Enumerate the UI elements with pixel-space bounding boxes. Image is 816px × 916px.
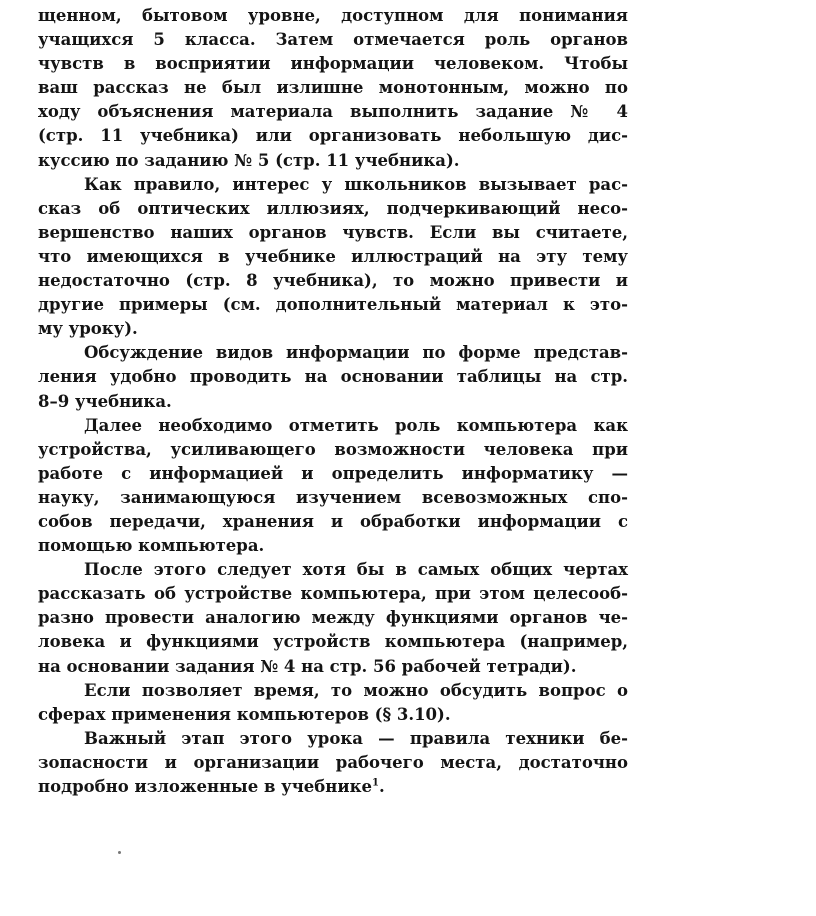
text-line: подробно изложенные в учебнике <box>38 777 373 796</box>
text-line: После этого следует хотя бы в самых общих чертах <box>84 560 628 580</box>
text-line: работе с информацией и определить информатику — <box>38 463 628 483</box>
text-line: рассказать об устройстве компьютера, при этом целесооб- <box>38 584 628 604</box>
text-line: недостаточно (стр. 8 учебника), то можно привести и <box>38 271 628 291</box>
text-line: Если позволяет время, то можно обсудить вопрос о <box>84 680 628 700</box>
text-line: науку, занимающуюся изучением всевозможных спо- <box>38 487 628 507</box>
paragraph-1 <box>38 4 628 173</box>
paragraph-5 <box>38 558 628 678</box>
text-line-with-footnote <box>38 775 628 799</box>
text-line: другие примеры (см. дополнительный материал к это- <box>38 295 628 315</box>
paragraph-6 <box>38 679 628 727</box>
text-line: ловека и функциями устройств компьютера (например, <box>38 632 628 652</box>
text-line: ваш рассказ не был излишне монотонным, можно по <box>38 78 628 98</box>
text-line: сферах применения компьютеров (§ 3.10). <box>38 704 451 724</box>
text-line: щенном, бытовом уровне, доступном для понимания <box>38 6 628 25</box>
text-line: ходу объяснения материала выполнить задание № 4 <box>38 102 628 122</box>
text-line: на основании задания № 4 на стр. 56 рабочей тетради). <box>38 656 577 676</box>
text-line: сказ об оптических иллюзиях, подчеркивающий несо- <box>38 198 628 218</box>
text-line: чувств в восприятии информации человеком. Чтобы <box>38 54 628 74</box>
paragraph-4 <box>38 414 628 559</box>
text-line: собов передачи, хранения и обработки информации с <box>38 511 628 531</box>
document-page <box>38 4 628 799</box>
text-line: Как правило, интерес у школьников вызывает рас- <box>84 174 628 194</box>
text-line: зопасности и организации рабочего места, достаточно <box>38 752 628 772</box>
text-line: Далее необходимо отметить роль компьютера как <box>84 415 628 435</box>
text-line: Обсуждение видов информации по форме представ- <box>84 343 628 363</box>
paragraph-2 <box>38 173 628 342</box>
text-line: помощью компьютера. <box>38 536 265 556</box>
text-line: учащихся 5 класса. Затем отмечается роль органов <box>38 30 628 50</box>
text-line: куссию по заданию № 5 (стр. 11 учебника). <box>38 150 460 170</box>
scan-speck <box>118 851 121 854</box>
text-line: устройства, усиливающего возможности человека при <box>38 439 628 459</box>
text-line: что имеющихся в учебнике иллюстраций на эту тему <box>38 246 628 266</box>
paragraph-7 <box>38 727 628 799</box>
text-line: му уроку). <box>38 319 138 339</box>
text-line: вершенство наших органов чувств. Если вы считаете, <box>38 222 628 242</box>
text-line: разно провести аналогию между функциями органов че- <box>38 608 628 628</box>
sentence-end: . <box>379 777 385 796</box>
text-line: ления удобно проводить на основании таблицы на стр. <box>38 367 628 387</box>
text-line: 8–9 учебника. <box>38 391 172 411</box>
footnote-marker: 1 <box>372 777 380 789</box>
text-line: (стр. 11 учебника) или организовать небольшую дис- <box>38 126 628 146</box>
paragraph-3 <box>38 341 628 413</box>
text-line: Важный этап этого урока — правила техники бе- <box>84 728 628 748</box>
